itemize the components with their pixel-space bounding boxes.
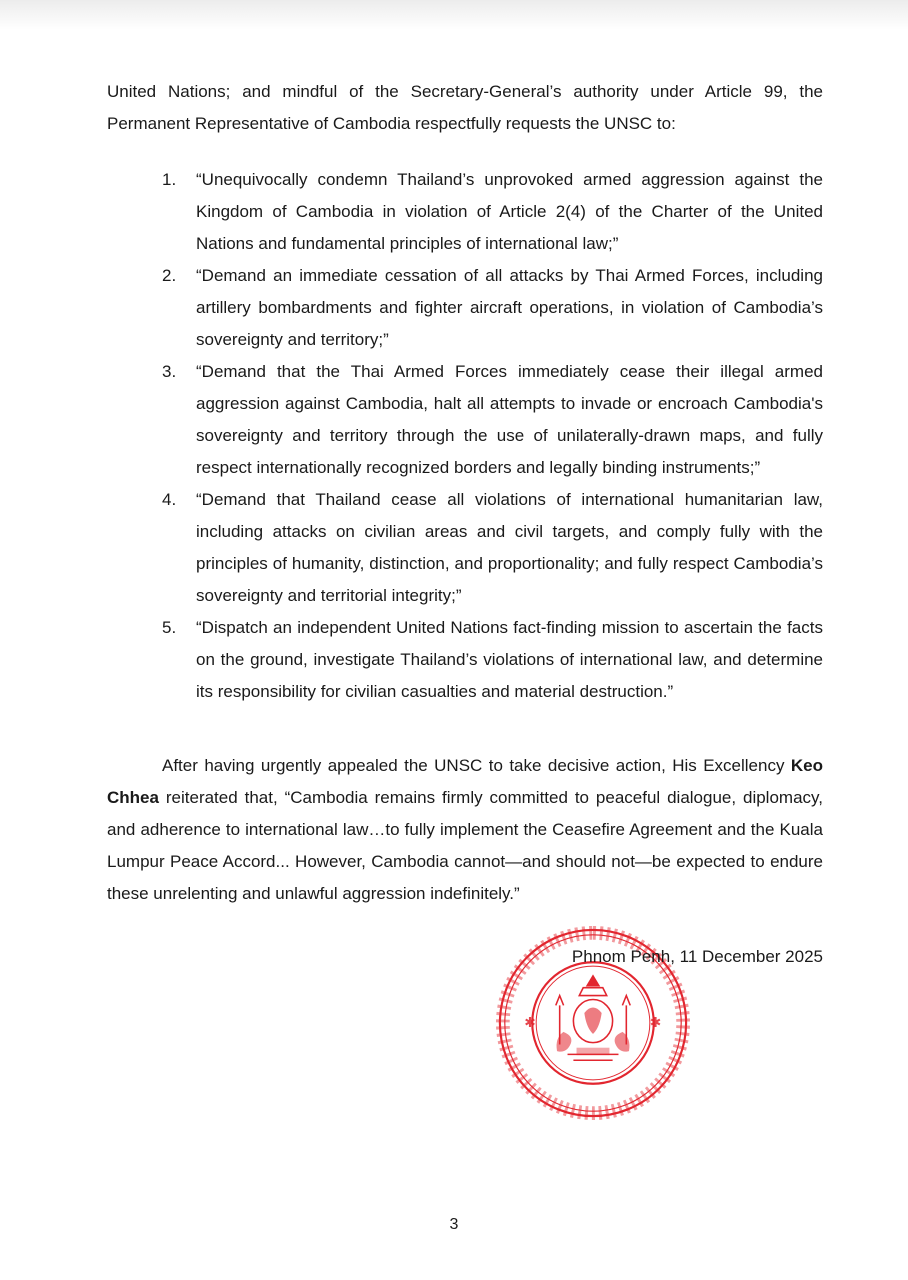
list-item <box>107 164 823 260</box>
list-item <box>107 260 823 356</box>
closing-text-end: reiterated that, “Cambodia remains firmly committed to peaceful dialogue, diplomacy, and adherence to international law…to fully implement the Ceasefire Agreement and the Kuala Lumpur Peace Accord... However, Cambodia cannot—and should not—be expected to endure these unrelenting and unlawful aggression indefinitely.” <box>107 788 823 903</box>
list-number: 4. <box>162 490 177 509</box>
requests-list <box>107 164 823 708</box>
date-line: Phnom Penh, 11 December 2025 <box>571 947 823 966</box>
list-number: 1. <box>162 170 177 189</box>
list-item-text: “Dispatch an independent United Nations fact-finding mission to ascertain the facts on the ground, investigate Thailand’s violations of international law, and determine its responsibility for civilian casualties and material destruction.” <box>196 618 823 701</box>
list-item-text: “Demand that Thailand cease all violations of international humanitarian law, including attacks on civilian areas and civil targets, and comply fully with the principles of humanity, distinction, and proportionality; and fully respect Cambodia’s sovereignty and territorial integrity;” <box>196 490 823 605</box>
svg-text:✱: ✱ <box>524 1014 536 1031</box>
list-item-text: “Unequivocally condemn Thailand’s unprovoked armed aggression against the Kingdom of Cambodia in violation of Article 2(4) of the Charter of the United Nations and fundamental principles of international law;” <box>196 170 823 253</box>
list-number: 3. <box>162 362 177 381</box>
list-number: 5. <box>162 618 177 637</box>
list-item-text: “Demand that the Thai Armed Forces immediately cease their illegal armed aggression against Cambodia, halt all attempts to invade or encroach Cambodia's sovereignty and territory through the use of unilaterally-drawn maps, and fully respect internationally recognized borders and legally binding instruments;” <box>196 362 823 477</box>
list-item <box>107 484 823 612</box>
list-item <box>107 612 823 708</box>
page-number: 3 <box>449 1216 459 1233</box>
list-item <box>107 356 823 484</box>
intro-paragraph: United Nations; and mindful of the Secretary-General’s authority under Article 99, the Permanent Representative of Cambodia respectfully requests the UNSC to: <box>107 82 823 133</box>
closing-text-start: After having urgently appealed the UNSC to take decisive action, His Excellency <box>162 756 791 775</box>
closing-paragraph <box>107 750 823 910</box>
ambassador-name: Keo Chhea <box>107 756 823 807</box>
svg-text:✱: ✱ <box>649 1014 662 1031</box>
list-number: 2. <box>162 266 177 285</box>
list-item-text: “Demand an immediate cessation of all attacks by Thai Armed Forces, including artillery bombardments and fighter aircraft operations, in violation of Cambodia’s sovereignty and territory;” <box>196 266 823 349</box>
